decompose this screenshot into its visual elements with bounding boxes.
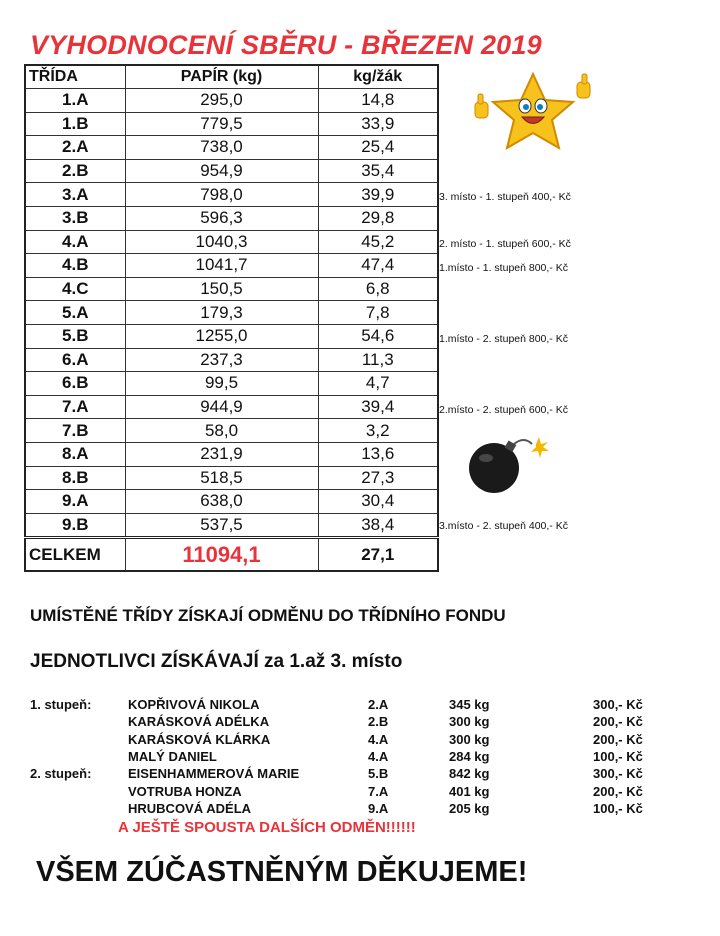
paper-cell: 1255,0 (125, 324, 318, 348)
paper-cell: 638,0 (125, 490, 318, 514)
class-cell: 7.A (25, 395, 125, 419)
paper-cell: 99,5 (125, 372, 318, 396)
per-student-cell: 7,8 (318, 301, 438, 325)
winner-prize: 300,- Kč (593, 766, 643, 782)
reward-heading: UMÍSTĚNÉ TŘÍDY ZÍSKAJÍ ODMĚNU DO TŘÍDNÍHO FONDU (30, 606, 506, 625)
class-cell: 5.B (25, 324, 125, 348)
class-cell: 1.A (25, 89, 125, 113)
paper-cell: 596,3 (125, 206, 318, 230)
thumbs-up-star-icon (470, 68, 596, 157)
per-student-cell: 39,9 (318, 183, 438, 207)
winner-prize: 100,- Kč (593, 800, 643, 816)
table-row (25, 112, 438, 136)
paper-cell: 295,0 (125, 89, 318, 113)
per-student-cell: 29,8 (318, 206, 438, 230)
winner-prize: 100,- Kč (593, 748, 643, 764)
paper-cell: 150,5 (125, 277, 318, 301)
winner-kg: 401 kg (449, 783, 490, 799)
prize-note: 3. místo - 1. stupeň 400,- Kč (439, 191, 571, 203)
header-class: TŘÍDA (25, 65, 125, 89)
prize-note: 2.místo - 2. stupeň 600,- Kč (439, 404, 568, 416)
paper-cell: 179,3 (125, 301, 318, 325)
table-row (25, 159, 438, 183)
table-row (25, 89, 438, 113)
table-row (25, 466, 438, 490)
per-student-cell: 6,8 (318, 277, 438, 301)
per-student-cell: 14,8 (318, 89, 438, 113)
winner-cls: 2.A (368, 697, 389, 712)
winner-level: 1. stupeň: (30, 697, 92, 712)
per-student-cell: 39,4 (318, 395, 438, 419)
class-cell: 6.B (25, 372, 125, 396)
winner-name: KARÁSKOVÁ ADÉLKA (128, 714, 270, 730)
class-cell: 7.B (25, 419, 125, 443)
table-row (25, 372, 438, 396)
paper-cell: 237,3 (125, 348, 318, 372)
table-row (25, 395, 438, 419)
prize-note: 1.místo - 1. stupeň 800,- Kč (439, 262, 568, 274)
class-cell: 4.C (25, 277, 125, 301)
winner-prize: 200,- Kč (593, 714, 643, 730)
page-title: VYHODNOCENÍ SBĚRU - BŘEZEN 2019 (30, 30, 542, 60)
winner-name: KOPŘIVOVÁ NIKOLA (128, 697, 260, 712)
individuals-heading: JEDNOTLIVCI ZÍSKÁVAJÍ za 1.až 3. místo (30, 651, 403, 672)
results-table (24, 64, 439, 572)
prize-note: 2. místo - 1. stupeň 600,- Kč (439, 238, 571, 250)
paper-cell: 537,5 (125, 513, 318, 538)
table-header-row (25, 65, 438, 89)
class-cell: 8.B (25, 466, 125, 490)
class-cell: 1.B (25, 112, 125, 136)
winner-level: 2. stupeň: (30, 766, 92, 782)
paper-cell: 231,9 (125, 442, 318, 466)
winner-prize: 300,- Kč (593, 697, 643, 712)
table-row (25, 277, 438, 301)
prize-note: 3.místo - 2. stupeň 400,- Kč (439, 520, 568, 532)
class-cell: 3.A (25, 183, 125, 207)
class-cell: 8.A (25, 442, 125, 466)
bomb-icon (466, 434, 556, 503)
class-cell: 5.A (25, 301, 125, 325)
paper-cell: 1040,3 (125, 230, 318, 254)
winner-name: HRUBCOVÁ ADÉLA (128, 800, 252, 816)
table-row (25, 254, 438, 278)
paper-cell: 518,5 (125, 466, 318, 490)
winner-kg: 284 kg (449, 748, 490, 764)
winner-cls: 9.A (368, 800, 389, 816)
class-cell: 4.A (25, 230, 125, 254)
winner-kg: 345 kg (449, 697, 490, 712)
paper-cell: 779,5 (125, 112, 318, 136)
table-row (25, 230, 438, 254)
per-student-cell: 11,3 (318, 348, 438, 372)
per-student-cell: 54,6 (318, 324, 438, 348)
winner-name: VOTRUBA HONZA (128, 783, 242, 799)
per-student-cell: 47,4 (318, 254, 438, 278)
thanks-text: VŠEM ZÚČASTNĚNÝM DĚKUJEME! (36, 856, 528, 888)
class-cell: 4.B (25, 254, 125, 278)
winner-cls: 5.B (368, 766, 389, 782)
winner-name: MALÝ DANIEL (128, 748, 217, 764)
winner-kg: 300 kg (449, 731, 490, 747)
table-row (25, 183, 438, 207)
per-student-cell: 45,2 (318, 230, 438, 254)
per-student-cell: 38,4 (318, 513, 438, 538)
header-per-student: kg/žák (318, 65, 438, 89)
table-row (25, 442, 438, 466)
per-student-cell: 30,4 (318, 490, 438, 514)
total-label: CELKEM (25, 538, 125, 572)
winner-prize: 200,- Kč (593, 731, 643, 747)
winner-cls: 7.A (368, 783, 389, 799)
total-paper: 11094,1 (125, 538, 318, 572)
paper-cell: 1041,7 (125, 254, 318, 278)
class-cell: 9.A (25, 490, 125, 514)
table-row (25, 513, 438, 538)
per-student-cell: 33,9 (318, 112, 438, 136)
table-row (25, 301, 438, 325)
paper-cell: 58,0 (125, 419, 318, 443)
table-row (25, 490, 438, 514)
header-paper: PAPÍR (kg) (125, 65, 318, 89)
winner-cls: 4.A (368, 748, 389, 764)
winner-kg: 842 kg (449, 766, 490, 782)
class-cell: 2.A (25, 136, 125, 160)
winner-prize: 200,- Kč (593, 783, 643, 799)
per-student-cell: 27,3 (318, 466, 438, 490)
paper-cell: 954,9 (125, 159, 318, 183)
paper-cell: 738,0 (125, 136, 318, 160)
winner-cls: 4.A (368, 731, 389, 747)
class-cell: 3.B (25, 206, 125, 230)
per-student-cell: 25,4 (318, 136, 438, 160)
winner-kg: 300 kg (449, 714, 490, 730)
winner-name: KARÁSKOVÁ KLÁRKA (128, 731, 271, 747)
paper-cell: 798,0 (125, 183, 318, 207)
table-row (25, 348, 438, 372)
per-student-cell: 3,2 (318, 419, 438, 443)
winner-name: EISENHAMMEROVÁ MARIE (128, 766, 300, 782)
table-row (25, 324, 438, 348)
total-row (25, 538, 438, 572)
prize-note: 1.místo - 2. stupeň 800,- Kč (439, 333, 568, 345)
paper-cell: 944,9 (125, 395, 318, 419)
per-student-cell: 13,6 (318, 442, 438, 466)
more-rewards-text: A JEŠTĚ SPOUSTA DALŠÍCH ODMĚN!!!!!! (118, 819, 416, 836)
winner-kg: 205 kg (449, 800, 490, 816)
table-row (25, 136, 438, 160)
table-row (25, 419, 438, 443)
winner-cls: 2.B (368, 714, 389, 730)
per-student-cell: 35,4 (318, 159, 438, 183)
total-per-student: 27,1 (318, 538, 438, 572)
class-cell: 9.B (25, 513, 125, 538)
table-row (25, 206, 438, 230)
class-cell: 6.A (25, 348, 125, 372)
class-cell: 2.B (25, 159, 125, 183)
per-student-cell: 4,7 (318, 372, 438, 396)
